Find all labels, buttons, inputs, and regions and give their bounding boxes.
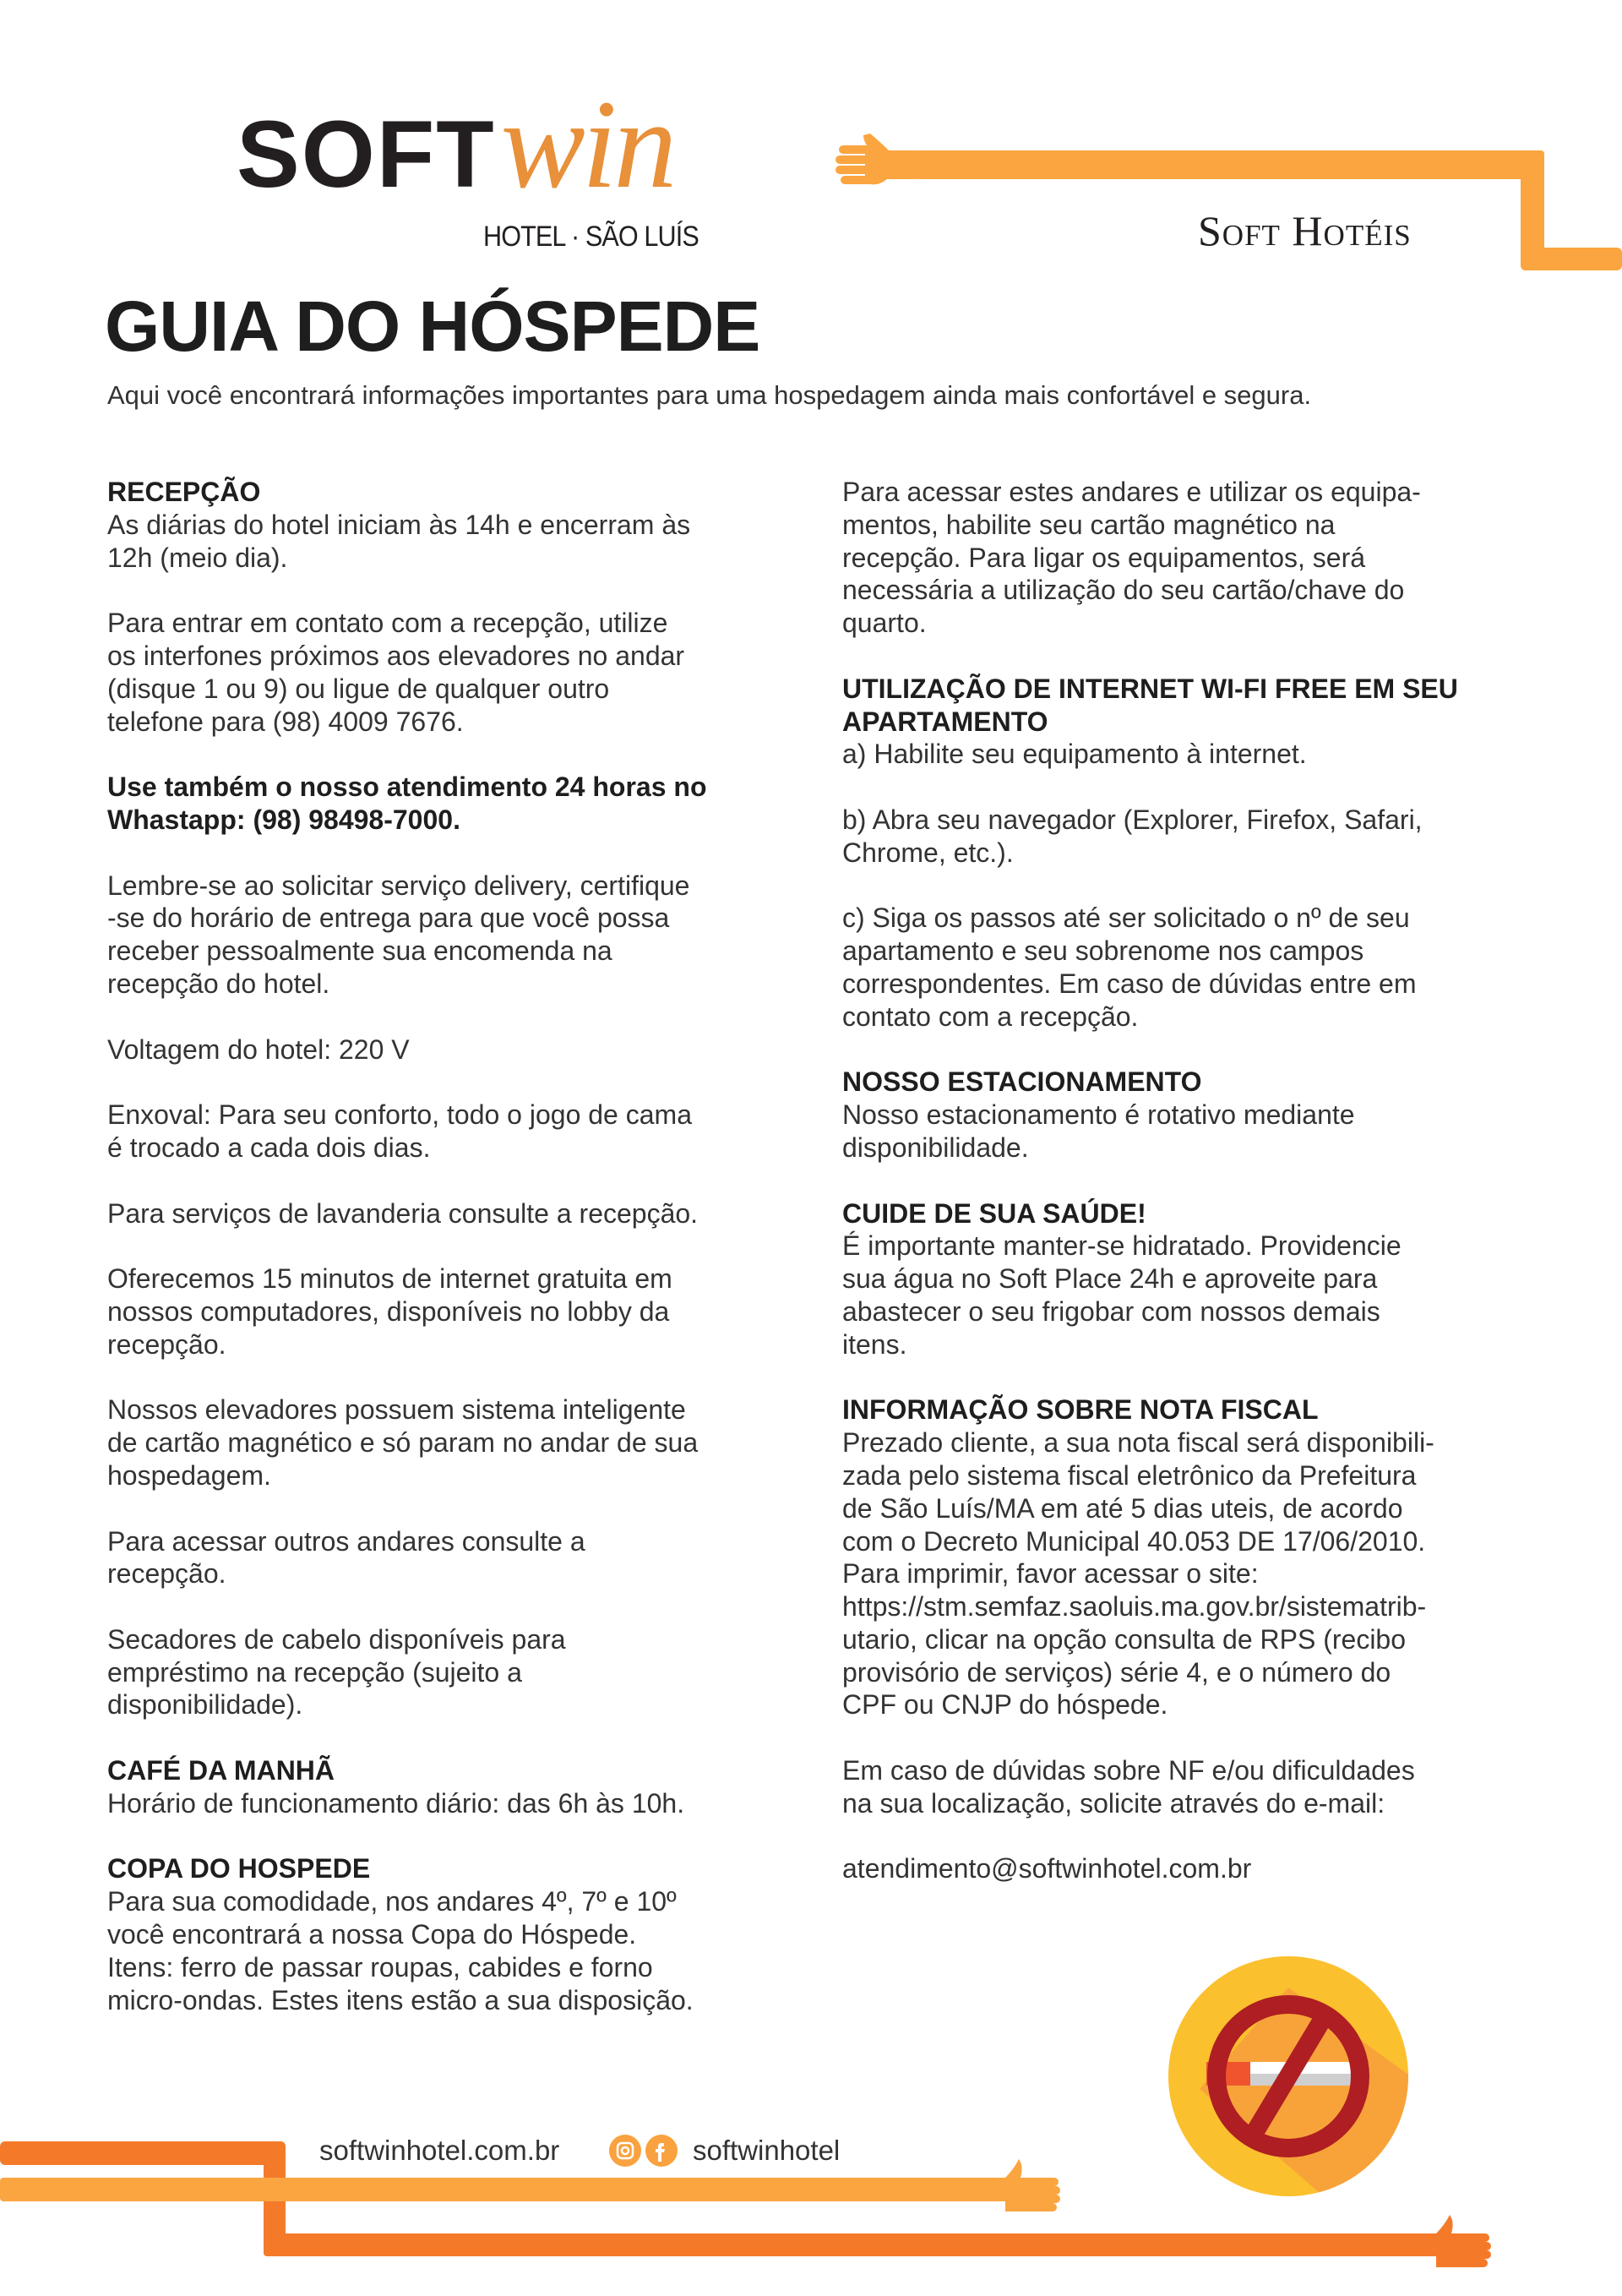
section-text-line: Em caso de dúvidas sobre NF e/ou dificuldades xyxy=(842,1755,1415,1786)
guide-section xyxy=(842,476,1535,640)
section-text-line: As diárias do hotel iniciam às 14h e encerram às xyxy=(107,509,691,540)
section-text-line: Lembre-se ao solicitar serviço delivery, certifique xyxy=(107,870,690,901)
section-text-line: necessária a utilização do seu cartão/chave do xyxy=(842,575,1405,606)
section-text-line: hospedagem. xyxy=(107,1459,271,1491)
section-text-line: você encontrará a nossa Copa do Hóspede. xyxy=(107,1919,637,1950)
guide-section xyxy=(842,1754,1535,1820)
section-text-line: É importante manter-se hidratado. Providencie xyxy=(842,1230,1402,1262)
section-heading: UTILIZAÇÃO DE INTERNET WI-FI FREE EM SEU xyxy=(842,673,1458,704)
section-text-line: apartamento e seu sobrenome nos campos xyxy=(842,935,1364,967)
section-text-line: mentos, habilite seu cartão magnético na xyxy=(842,509,1336,540)
section-text-line: Nosso estacionamento é rotativo mediante xyxy=(842,1099,1355,1131)
section-text-line: com o Decreto Municipal 40.053 DE 17/06/2010. xyxy=(842,1525,1426,1557)
section-text-line: telefone para (98) 4009 7676. xyxy=(107,706,464,737)
section-text-line: Chrome, etc.). xyxy=(842,837,1014,868)
section-text-line: micro-ondas. Estes itens estão a sua disposição. xyxy=(107,1984,694,2015)
section-heading: CUIDE DE SUA SAÚDE! xyxy=(842,1197,1146,1229)
section-text-line: nossos computadores, disponíveis no lobby da xyxy=(107,1295,670,1327)
section-text-line: Para imprimir, favor acessar o site: xyxy=(842,1558,1259,1590)
soft-hoteis-brand: Soft Hotéis xyxy=(1198,207,1412,254)
section-text-line: (disque 1 ou 9) ou ligue de qualquer outro xyxy=(107,673,610,704)
guide-section xyxy=(107,1393,800,1492)
section-text-line: atendimento@softwinhotel.com.br xyxy=(842,1853,1252,1884)
guide-section xyxy=(842,1852,1535,1885)
section-text-line: Use também o nosso atendimento 24 horas no xyxy=(107,772,707,803)
section-text-line: Para acessar outros andares consulte a xyxy=(107,1525,585,1557)
section-text-line: de São Luís/MA em até 5 dias uteis, de acordo xyxy=(842,1492,1403,1524)
page-subtitle: Aqui você encontrará informações importantes para uma hospedagem ainda mais confortável e segura. xyxy=(107,380,1312,410)
section-text-line: disponibilidade). xyxy=(107,1689,303,1721)
page-title: GUIA DO HÓSPEDE xyxy=(105,286,760,366)
guide-section xyxy=(842,1066,1535,1164)
section-text-line: Para serviços de lavanderia consulte a recepção. xyxy=(107,1197,699,1229)
section-text-line: Para sua comodidade, nos andares 4º, 7º e 10º xyxy=(107,1886,677,1917)
section-text-line: Secadores de cabelo disponíveis para xyxy=(107,1623,566,1655)
section-text-line: abastecer o seu frigobar com nossos demais xyxy=(842,1295,1380,1327)
section-text-line: recepção. xyxy=(107,1558,226,1590)
guide-section xyxy=(107,1263,800,1361)
section-text-line: recepção. Para ligar os equipamentos, será xyxy=(842,542,1366,573)
section-text-line: itens. xyxy=(842,1328,907,1360)
section-text-line: Horário de funcionamento diário: das 6h às 10h. xyxy=(107,1787,685,1819)
section-text-line: na sua localização, solicite através do e-mail: xyxy=(842,1787,1385,1819)
section-text-line: b) Abra seu navegador (Explorer, Firefox, Safari, xyxy=(842,804,1423,835)
section-text-line: a) Habilite seu equipamento à internet. xyxy=(842,739,1307,770)
section-text-line: correspondentes. Em caso de dúvidas entre em xyxy=(842,968,1417,999)
section-text-line: empréstimo na recepção (sujeito a xyxy=(107,1656,522,1688)
instagram-icon[interactable] xyxy=(609,2135,641,2167)
section-text-line: https://stm.semfaz.saoluis.ma.gov.br/sistematrib- xyxy=(842,1591,1427,1622)
section-text-line: sua água no Soft Place 24h e aproveite para xyxy=(842,1263,1378,1295)
logo-win-script: win xyxy=(500,74,674,215)
guide-section xyxy=(107,1197,800,1230)
hand-icon xyxy=(1005,2159,1060,2211)
hand-icon xyxy=(1436,2215,1491,2267)
section-heading: CAFÉ DA MANHÃ xyxy=(107,1755,335,1786)
guide-section xyxy=(842,1197,1535,1361)
section-text-line: de cartão magnético e só param no andar de sua xyxy=(107,1427,699,1459)
section-text-line: CPF ou CNJP do hóspede. xyxy=(842,1689,1168,1721)
section-text-line: zada pelo sistema fiscal eletrônico da Prefeitura xyxy=(842,1459,1417,1491)
guide-section xyxy=(842,804,1535,870)
hand-icon xyxy=(835,134,914,184)
section-heading: COPA DO HOSPEDE xyxy=(107,1853,371,1884)
section-text-line: Prezado cliente, a sua nota fiscal será disponibili- xyxy=(842,1427,1434,1459)
section-text-line: Nossos elevadores possuem sistema inteligente xyxy=(107,1394,686,1426)
guide-section xyxy=(107,1623,800,1721)
guide-section xyxy=(107,870,800,1001)
section-text-line: Oferecemos 15 minutos de internet gratuita em xyxy=(107,1263,672,1295)
guide-section xyxy=(107,1033,800,1066)
guide-section xyxy=(107,476,800,574)
section-text-line: receber pessoalmente sua encomenda na xyxy=(107,935,612,967)
facebook-icon[interactable] xyxy=(645,2135,678,2167)
guide-section xyxy=(107,1852,800,2016)
section-text-line: Para entrar em contato com a recepção, utilize xyxy=(107,608,668,639)
section-text-line: recepção do hotel. xyxy=(107,968,330,999)
section-text-line: Itens: ferro de passar roupas, cabides e forno xyxy=(107,1951,653,1982)
softwin-logo xyxy=(237,74,674,215)
section-text-line: disponibilidade. xyxy=(842,1132,1029,1163)
section-text-line: Whastapp: (98) 98498-7000. xyxy=(107,804,460,835)
section-text-line: -se do horário de entrega para que você possa xyxy=(107,903,670,934)
section-heading: INFORMAÇÃO SOBRE NOTA FISCAL xyxy=(842,1394,1319,1426)
guide-section xyxy=(842,673,1535,771)
section-text-line: Voltagem do hotel: 220 V xyxy=(107,1033,410,1065)
guide-section xyxy=(107,771,800,837)
section-text-line: utario, clicar na opção consulta de RPS (recibo xyxy=(842,1623,1407,1655)
website-link[interactable]: softwinhotel.com.br xyxy=(319,2135,560,2166)
section-heading: NOSSO ESTACIONAMENTO xyxy=(842,1066,1202,1098)
section-text-line: 12h (meio dia). xyxy=(107,542,288,573)
guide-section xyxy=(107,1754,800,1820)
section-text-line: Para acessar estes andares e utilizar os equipa- xyxy=(842,477,1421,507)
section-text-line: quarto. xyxy=(842,608,927,639)
logo-subtitle: HOTEL · SÃO LUÍS xyxy=(483,221,699,253)
guide-section xyxy=(107,1099,800,1164)
section-text-line: provisório de serviços) série 4, e o número do xyxy=(842,1656,1391,1688)
section-heading: APARTAMENTO xyxy=(842,706,1048,737)
left-column xyxy=(107,476,800,2049)
right-column xyxy=(842,476,1535,1918)
section-text-line: Enxoval: Para seu conforto, todo o jogo de cama xyxy=(107,1099,692,1131)
guide-section xyxy=(842,1393,1535,1721)
guide-section xyxy=(842,902,1535,1033)
logo-soft-text: SOFT xyxy=(237,101,496,207)
section-heading: RECEPÇÃO xyxy=(107,477,261,507)
social-handle[interactable]: softwinhotel xyxy=(693,2135,841,2166)
section-text-line: os interfones próximos aos elevadores no andar xyxy=(107,640,685,671)
guide-section xyxy=(107,1525,800,1591)
section-text-line: recepção. xyxy=(107,1328,226,1360)
section-text-line: contato com a recepção. xyxy=(842,1001,1139,1032)
section-text-line: c) Siga os passos até ser solicitado o nº de seu xyxy=(842,903,1410,934)
social-icons xyxy=(608,2133,681,2168)
guide-section xyxy=(107,607,800,738)
section-text-line: é trocado a cada dois dias. xyxy=(107,1132,431,1163)
